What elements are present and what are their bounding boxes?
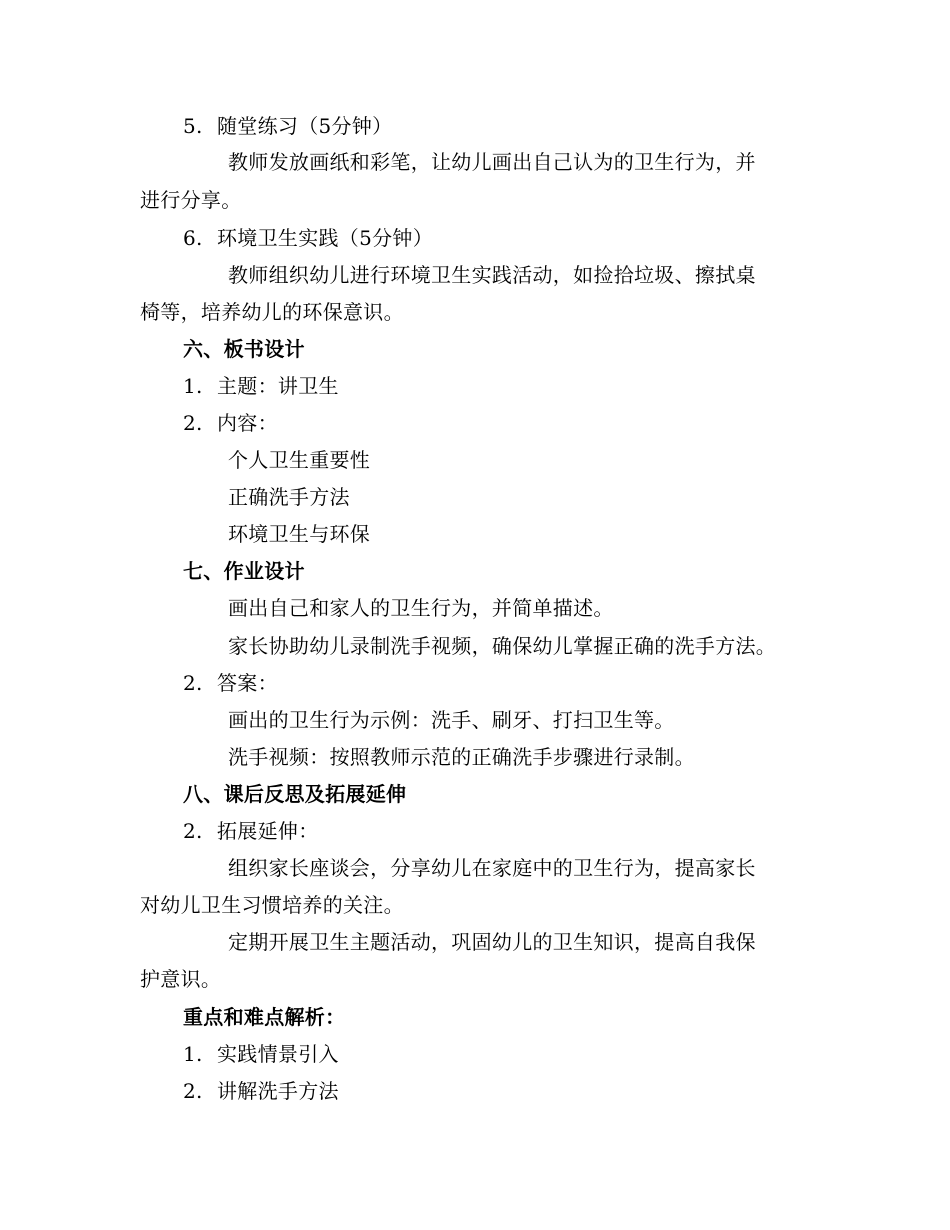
section-heading-key-points: 重点和难点解析：: [183, 1005, 346, 1029]
paragraph-line: 画出自己和家人的卫生行为，并简单描述。: [228, 596, 614, 620]
paragraph-line: 教师发放画纸和彩笔，让幼儿画出自己认为的卫生行为，并: [228, 150, 756, 174]
list-text: 答案：: [217, 671, 278, 695]
paragraph-line: 画出的卫生行为示例：洗手、刷牙、打扫卫生等。: [228, 708, 675, 732]
paragraph-line: 组织家长座谈会，分享幼儿在家庭中的卫生行为，提高家长: [228, 856, 756, 880]
section-heading-reflection: 八、课后反思及拓展延伸: [183, 782, 407, 806]
list-text: 随堂练习（5分钟）: [217, 114, 393, 138]
list-number: 2.: [183, 411, 203, 435]
section-6-heading: [183, 224, 433, 252]
list-text: 内容：: [217, 411, 278, 435]
paragraph-line: 教师组织幼儿进行环境卫生实践活动，如捡拾垃圾、擦拭桌: [228, 263, 756, 287]
list-text: 讲解洗手方法: [217, 1079, 339, 1103]
list-number: 5.: [183, 114, 203, 138]
list-item: [183, 1040, 339, 1068]
paragraph-line: 家长协助幼儿录制洗手视频，确保幼儿掌握正确的洗手方法。: [228, 634, 777, 658]
list-text: 实践情景引入: [217, 1042, 339, 1066]
list-text: 拓展延伸：: [217, 819, 319, 843]
paragraph-line: 定期开展卫生主题活动，巩固幼儿的卫生知识，提高自我保: [228, 930, 756, 954]
list-number: 1.: [183, 374, 203, 398]
list-text: 主题：讲卫生: [217, 374, 339, 398]
list-item: [183, 1077, 339, 1105]
paragraph-line: 对幼儿卫生习惯培养的关注。: [140, 893, 404, 917]
section-5-heading: [183, 112, 392, 140]
paragraph-line: 洗手视频：按照教师示范的正确洗手步骤进行录制。: [228, 745, 695, 769]
list-item: [183, 669, 278, 697]
paragraph-line: 护意识。: [140, 967, 222, 991]
content-line: 正确洗手方法: [228, 485, 350, 509]
content-line: 环境卫生与环保: [228, 522, 371, 546]
list-item: [183, 817, 319, 845]
section-heading-blackboard-design: 六、板书设计: [183, 337, 305, 361]
content-line: 个人卫生重要性: [228, 448, 371, 472]
list-item: [183, 372, 339, 400]
list-number: 2.: [183, 819, 203, 843]
list-number: 2.: [183, 1079, 203, 1103]
list-text: 环境卫生实践（5分钟）: [217, 226, 434, 250]
paragraph-line: 椅等，培养幼儿的环保意识。: [140, 300, 404, 324]
list-number: 1.: [183, 1042, 203, 1066]
section-heading-homework: 七、作业设计: [183, 559, 305, 583]
list-number: 2.: [183, 671, 203, 695]
list-item: [183, 409, 278, 437]
list-number: 6.: [183, 226, 203, 250]
paragraph-line: 进行分享。: [140, 188, 242, 212]
